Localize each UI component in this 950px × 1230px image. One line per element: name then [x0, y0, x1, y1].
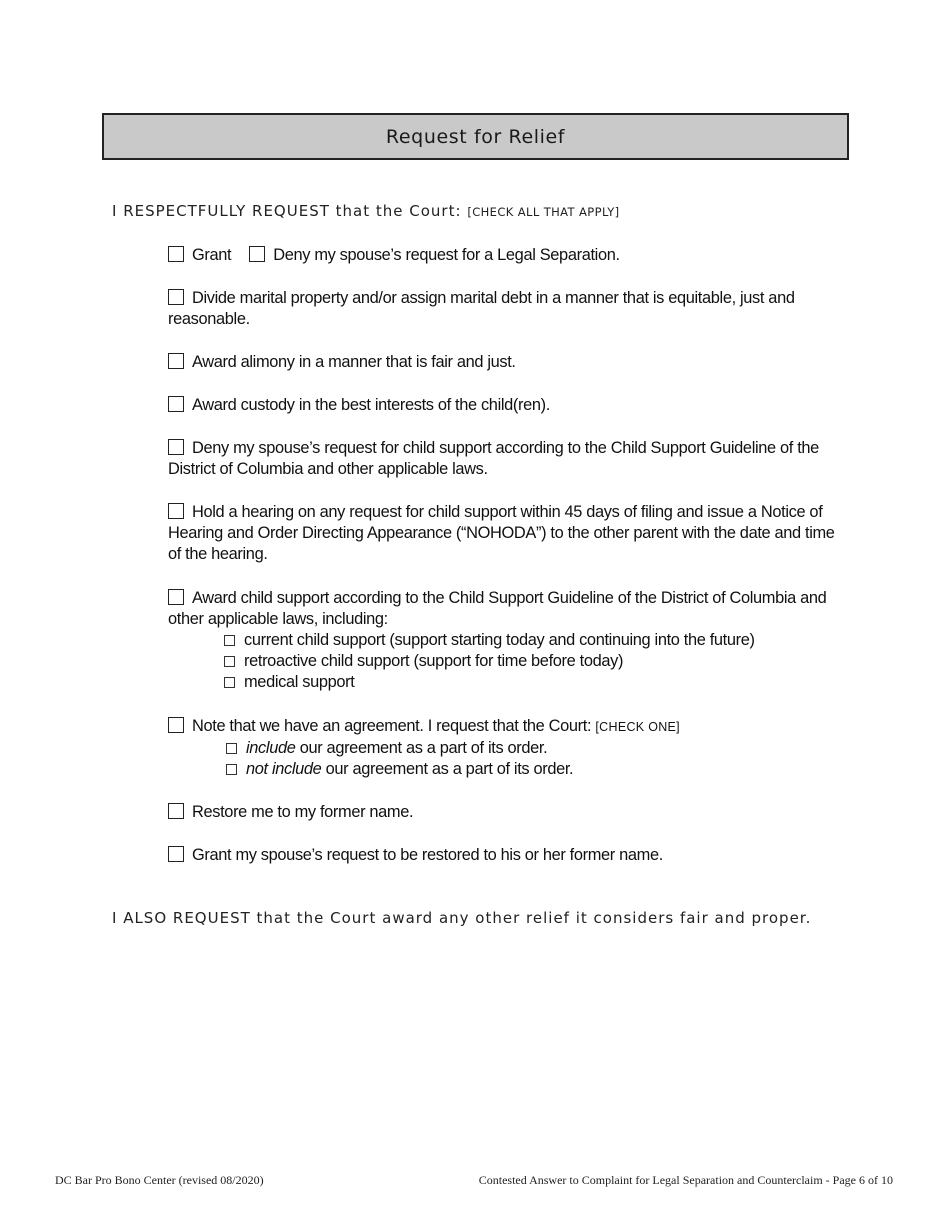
request-intro-instruction: [CHECK ALL THAT APPLY] — [467, 205, 620, 219]
alimony-item — [168, 352, 843, 373]
deny-child-support-label: Deny my spouse’s request for child support according to the Child Support Guideline of the District of Columbia and other applicable laws. — [168, 439, 819, 478]
hearing-label: Hold a hearing on any request for child support within 45 days of filing and issue a Notice of Hearing and Order Directing Appearance (“NOHODA”) to the other parent with the date and time of the hearing. — [168, 503, 835, 563]
agreement-item — [168, 716, 843, 780]
include-agreement-emph: include — [246, 739, 296, 757]
spouse-restore-name-item — [168, 845, 843, 866]
hearing-checkbox[interactable] — [168, 503, 184, 519]
deny-child-support-checkbox[interactable] — [168, 439, 184, 455]
include-agreement-checkbox[interactable] — [226, 743, 237, 754]
agreement-label: Note that we have an agreement. I request that the Court: — [192, 717, 596, 735]
grant-label: Grant — [192, 246, 232, 264]
retroactive-support-option — [168, 651, 843, 672]
award-child-support-checkbox[interactable] — [168, 589, 184, 605]
medical-support-checkbox[interactable] — [224, 677, 235, 688]
legal-separation-item — [168, 245, 843, 266]
restore-name-checkbox[interactable] — [168, 803, 184, 819]
restore-name-item — [168, 802, 843, 823]
not-include-agreement-label: our agreement as a part of its order. — [321, 760, 574, 778]
current-support-label: current child support (support starting today and continuing into the future) — [244, 631, 755, 649]
agreement-checkbox[interactable] — [168, 717, 184, 733]
footer-right: Contested Answer to Complaint for Legal Separation and Counterclaim - Page 6 of 10 — [478, 1173, 893, 1187]
section-title-box — [102, 113, 849, 160]
award-child-support-item — [168, 588, 843, 693]
spouse-restore-name-label: Grant my spouse’s request to be restored to his or her former name. — [192, 846, 663, 864]
alimony-label: Award alimony in a manner that is fair and just. — [192, 353, 516, 371]
include-agreement-label: our agreement as a part of its order. — [295, 739, 548, 757]
not-include-agreement-option — [168, 759, 843, 780]
request-intro-lead: I RESPECTFULLY REQUEST — [112, 202, 330, 220]
deny-label: Deny my spouse’s request for a Legal Separation. — [273, 246, 620, 264]
restore-name-label: Restore me to my former name. — [192, 803, 414, 821]
retroactive-support-label: retroactive child support (support for time before today) — [244, 652, 624, 670]
request-intro-rest: that the Court: — [329, 202, 468, 220]
medical-support-option — [168, 672, 843, 693]
deny-checkbox[interactable] — [249, 246, 265, 262]
alimony-checkbox[interactable] — [168, 353, 184, 369]
request-intro — [112, 202, 620, 220]
current-support-option — [168, 630, 843, 651]
custody-item — [168, 395, 843, 416]
footer-left: DC Bar Pro Bono Center (revised 08/2020) — [55, 1173, 264, 1187]
custody-checkbox[interactable] — [168, 396, 184, 412]
also-request-lead: I ALSO REQUEST — [112, 909, 251, 927]
divide-property-label: Divide marital property and/or assign marital debt in a manner that is equitable, just and reasonable. — [168, 289, 795, 328]
divide-property-item — [168, 288, 843, 330]
medical-support-label: medical support — [244, 673, 355, 691]
agreement-instruction: [CHECK ONE] — [595, 720, 680, 734]
award-child-support-label: Award child support according to the Child Support Guideline of the District of Columbia and other applicable laws, including: — [168, 589, 827, 628]
deny-child-support-item — [168, 438, 843, 480]
current-support-checkbox[interactable] — [224, 635, 235, 646]
retroactive-support-checkbox[interactable] — [224, 656, 235, 667]
grant-checkbox[interactable] — [168, 246, 184, 262]
also-request — [112, 909, 811, 927]
also-request-rest: that the Court award any other relief it considers fair and proper. — [250, 909, 812, 927]
custody-label: Award custody in the best interests of the child(ren). — [192, 396, 550, 414]
section-title: Request for Relief — [385, 125, 566, 148]
not-include-agreement-emph: not include — [246, 760, 322, 778]
hearing-item — [168, 502, 843, 565]
spouse-restore-name-checkbox[interactable] — [168, 846, 184, 862]
divide-property-checkbox[interactable] — [168, 289, 184, 305]
include-agreement-option — [168, 738, 843, 759]
not-include-agreement-checkbox[interactable] — [226, 764, 237, 775]
